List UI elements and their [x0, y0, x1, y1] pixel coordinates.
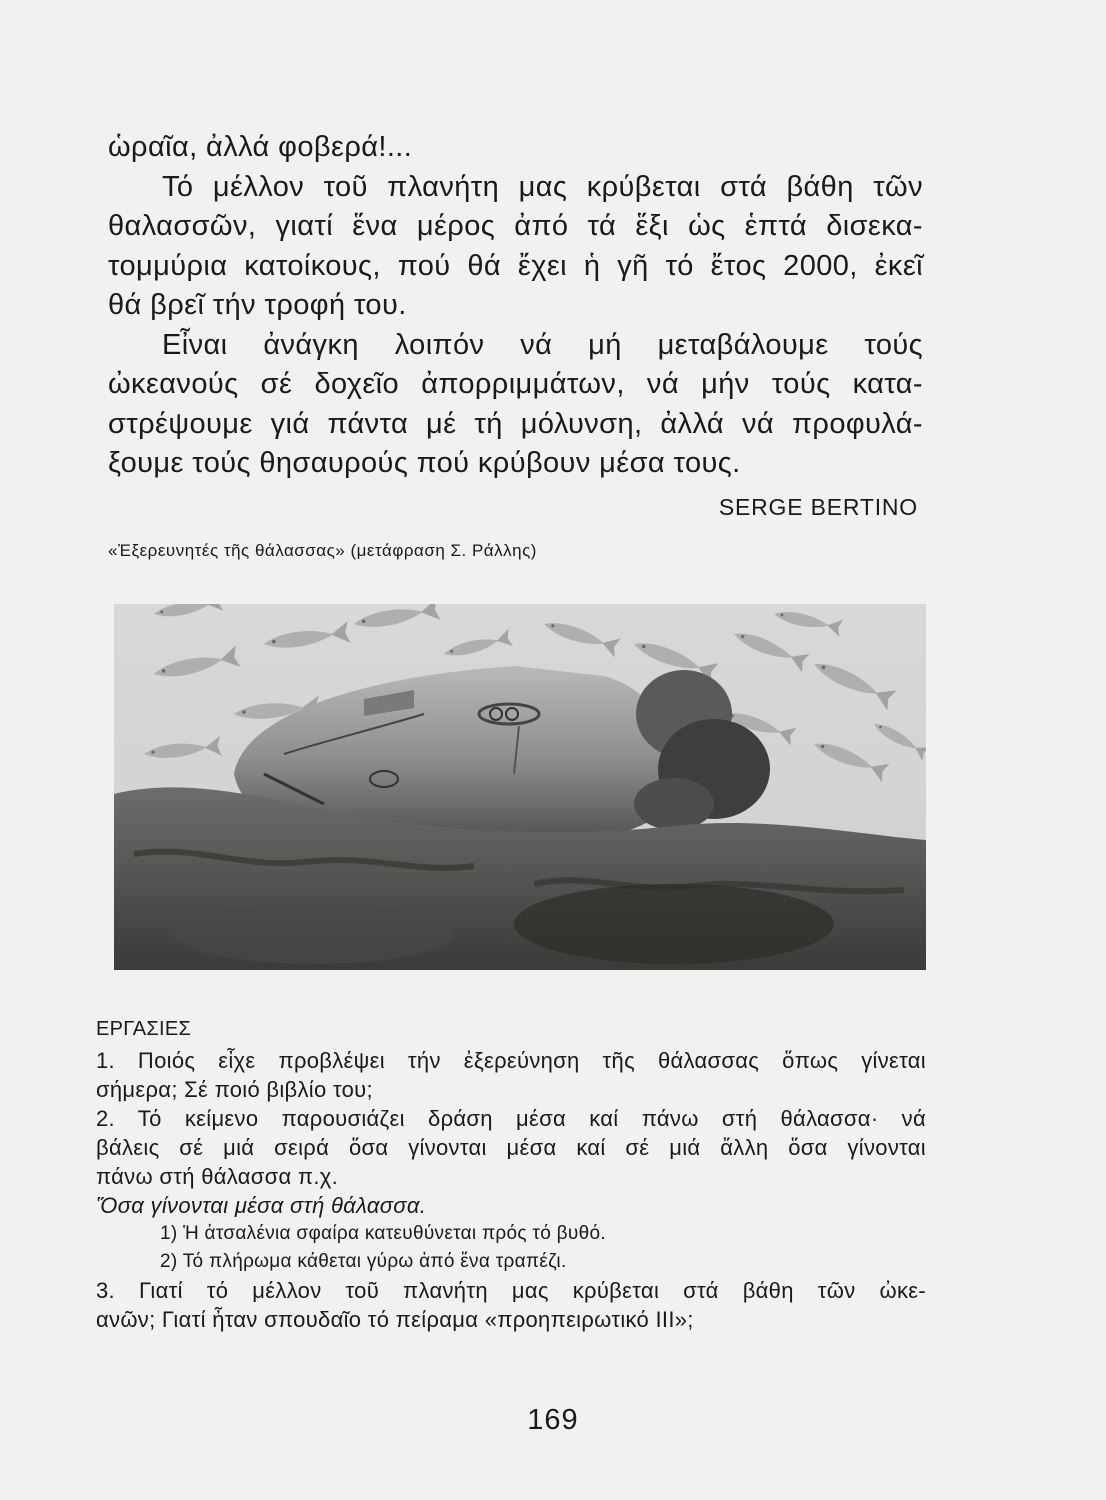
source-citation: «Ἐξερευνητές τῆς θάλασσας» (μετάφραση Σ. Ράλλης): [108, 541, 537, 560]
text-line: ξουμε τούς θησαυρούς πού κρύβουν μέσα τους.: [108, 447, 741, 479]
article-text: [108, 128, 923, 484]
text-line: τομμύρια κατοίκους, πού θά ἔχει ἡ γῆ τό ἔτος 2000, ἐκεῖ: [108, 249, 923, 282]
submarine-image: [114, 604, 926, 970]
text-line: Εἶναι ἀνάγκη λοιπόν νά μή μεταβάλουμε τούς: [162, 328, 923, 361]
exercise-example: 1) Ἡ ἀτσαλένια σφαίρα κατευθύνεται πρός τό βυθό.: [160, 1223, 606, 1244]
exercise-line: βάλεις σέ μιά σειρά ὅσα γίνονται μέσα καί σέ μιά ἄλλη ὅσα γίνονται: [96, 1135, 926, 1160]
text-line: θαλασσῶν, γιατί ἕνα μέρος ἀπό τά ἕξι ὡς ἑπτά δισεκα-: [108, 210, 923, 242]
text-line: Τό μέλλον τοῦ πλανήτη μας κρύβεται στά βάθη τῶν: [162, 170, 923, 203]
exercise-line: 1. Ποιός εἶχε προβλέψει τήν ἐξερεύνηση τῆς θάλασσας ὅπως γίνεται: [96, 1048, 926, 1073]
page-number: 169: [527, 1404, 579, 1436]
exercise-example: 2) Τό πλήρωμα κάθεται γύρω ἀπό ἕνα τραπέζι.: [160, 1251, 567, 1272]
text-line: ὠκεανούς σέ δοχεῖο ἀπορριμμάτων, νά μήν τούς κατα-: [108, 368, 923, 400]
author-name: SERGE BERTINO: [718, 494, 918, 520]
text-line: θά βρεῖ τήν τροφή του.: [108, 289, 407, 321]
exercise-line: πάνω στή θάλασσα π.χ.: [96, 1164, 339, 1189]
text-line: στρέψουμε γιά πάντα μέ τή μόλυνση, ἀλλά νά προφυλά-: [108, 407, 923, 440]
exercise-line: 2. Τό κείμενο παρουσιάζει δράση μέσα καί πάνω στή θάλασσα· νά: [96, 1106, 926, 1131]
exercise-line: 3. Γιατί τό μέλλον τοῦ πλανήτη μας κρύβεται στά βάθη τῶν ὠκε-: [96, 1278, 926, 1303]
exercise-line: ανῶν; Γιατί ἦταν σπουδαῖο τό πείραμα «προηπειρωτικό ΙΙΙ»;: [96, 1307, 694, 1332]
exercises-heading: ΕΡΓΑΣΙΕΣ: [96, 1018, 192, 1040]
submarine-illustration: [114, 604, 926, 970]
exercise-line: Ὅσα γίνονται μέσα στή θάλασσα.: [96, 1193, 427, 1218]
exercise-line: σήμερα; Σέ ποιό βιβλίο του;: [96, 1077, 373, 1102]
text-line: ὡραῖα, ἀλλά φοβερά!...: [108, 131, 413, 163]
exercises-section: [96, 1015, 926, 1334]
